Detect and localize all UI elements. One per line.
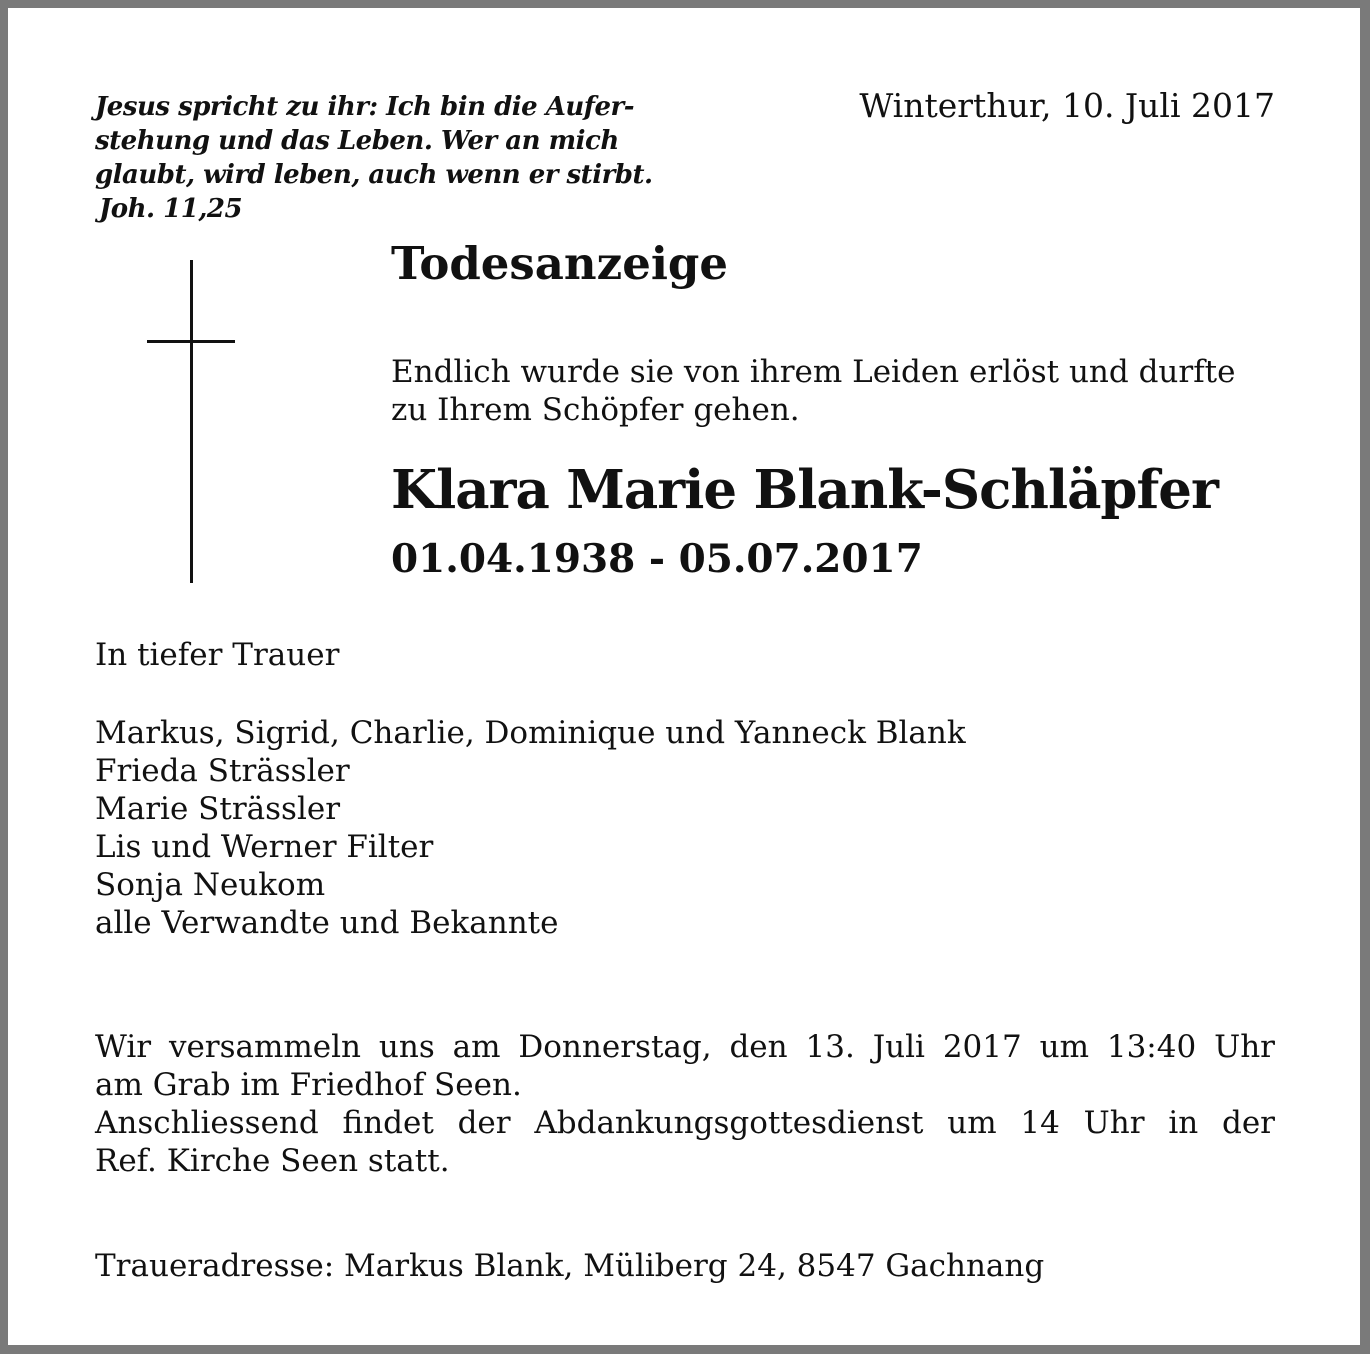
verse-line: stehung und das Leben. Wer an mich [95, 126, 619, 156]
family-member: Lis und Werner Filter [95, 829, 434, 865]
cross-horizontal-bar [147, 340, 235, 343]
service-line: Ref. Kirche Seen statt. [95, 1143, 450, 1179]
mourning-line: In tiefer Trauer [95, 637, 340, 673]
intro-line: Endlich wurde sie von ihrem Leiden erlöst und durfte [391, 354, 1236, 390]
bible-verse [95, 90, 655, 226]
verse-reference: Joh. 11,25 [99, 194, 243, 224]
service-line: am Grab im Friedhof Seen. [95, 1067, 522, 1103]
place-date: Winterthur, 10. Juli 2017 [859, 86, 1275, 125]
service-line: Anschliessend findet der Abdankungsgottesdienst um 14 Uhr in der [95, 1105, 1275, 1141]
family-list [95, 714, 966, 942]
family-member: Marie Strässler [95, 791, 341, 827]
mourning-address: Traueradresse: Markus Blank, Müliberg 24, 8547 Gachnang [95, 1248, 1045, 1284]
family-member: Sonja Neukom [95, 867, 326, 903]
intro-line: zu Ihrem Schöpfer gehen. [391, 392, 800, 428]
family-member: Markus, Sigrid, Charlie, Dominique und Yanneck Blank [95, 715, 966, 751]
verse-line: glaubt, wird leben, auch wenn er stirbt. [95, 160, 653, 190]
family-member: Frieda Strässler [95, 753, 350, 789]
deceased-name: Klara Marie Blank-Schläpfer [391, 459, 1218, 521]
page-title: Todesanzeige [391, 237, 729, 290]
service-line: Wir versammeln uns am Donnerstag, den 13. Juli 2017 um 13:40 Uhr [95, 1029, 1275, 1065]
obituary-page [8, 8, 1360, 1345]
service-info [95, 1028, 1275, 1180]
intro-text [391, 353, 1281, 429]
cross-vertical-bar [190, 260, 193, 583]
life-dates: 01.04.1938 - 05.07.2017 [391, 536, 923, 582]
verse-line: Jesus spricht zu ihr: Ich bin die Aufer- [95, 92, 635, 122]
family-member: alle Verwandte und Bekannte [95, 905, 559, 941]
